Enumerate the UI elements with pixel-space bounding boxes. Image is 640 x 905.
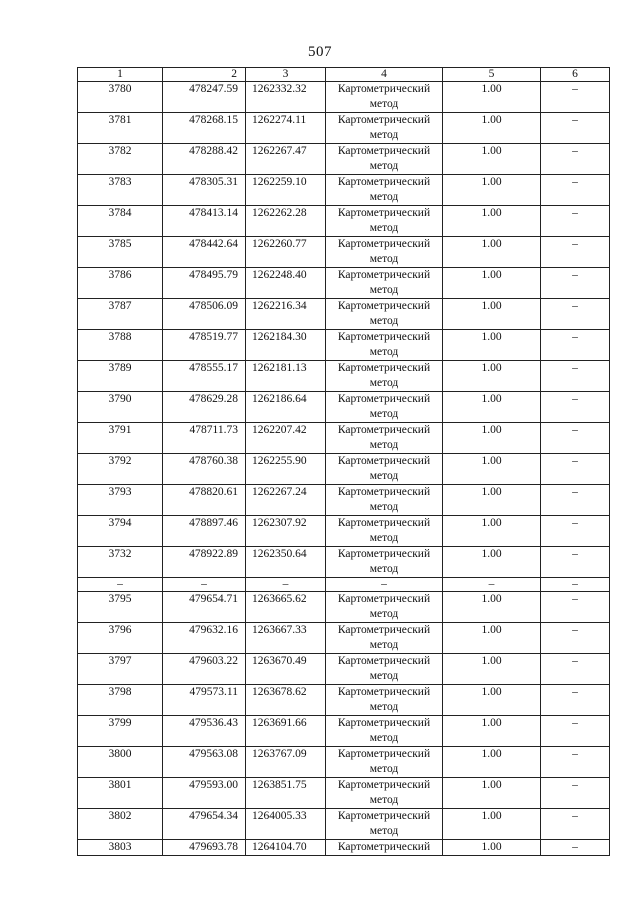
y-coordinate-cell: 1262260.77 xyxy=(246,237,326,268)
x-coordinate-cell: 478268.15 xyxy=(163,113,246,144)
method-cell: Картометрический метод xyxy=(326,685,443,716)
y-coordinate-cell: 1262186.64 xyxy=(246,392,326,423)
x-coordinate-cell: 479693.78 xyxy=(163,840,246,856)
note-cell: – xyxy=(541,144,610,175)
x-coordinate-cell: 478711.73 xyxy=(163,423,246,454)
table-row-partial xyxy=(78,840,610,856)
x-coordinate-cell: 478820.61 xyxy=(163,485,246,516)
point-number-cell: 3788 xyxy=(78,330,163,361)
y-coordinate-cell: 1263678.62 xyxy=(246,685,326,716)
y-coordinate-cell: 1262248.40 xyxy=(246,268,326,299)
x-coordinate-cell: 478442.64 xyxy=(163,237,246,268)
accuracy-cell: 1.00 xyxy=(443,268,541,299)
x-coordinate-cell: 479593.00 xyxy=(163,778,246,809)
point-number-cell: 3801 xyxy=(78,778,163,809)
separator-row xyxy=(78,578,610,592)
note-cell: – xyxy=(541,299,610,330)
note-cell: – xyxy=(541,516,610,547)
y-coordinate-cell: 1262262.28 xyxy=(246,206,326,237)
method-cell: Картометрический метод xyxy=(326,144,443,175)
table-row xyxy=(78,268,610,299)
x-coordinate-cell: 479573.11 xyxy=(163,685,246,716)
table-row xyxy=(78,144,610,175)
accuracy-cell: 1.00 xyxy=(443,592,541,623)
table-row xyxy=(78,330,610,361)
table-row xyxy=(78,685,610,716)
header-cell-5: 5 xyxy=(443,68,541,82)
x-coordinate-cell: 478897.46 xyxy=(163,516,246,547)
point-number-cell: 3789 xyxy=(78,361,163,392)
note-cell: – xyxy=(541,206,610,237)
point-number-cell: 3786 xyxy=(78,268,163,299)
x-coordinate-cell: 479536.43 xyxy=(163,716,246,747)
y-coordinate-cell: 1263665.62 xyxy=(246,592,326,623)
method-cell: Картометрический метод xyxy=(326,82,443,113)
page-number: 507 xyxy=(308,44,332,60)
x-coordinate-cell: 478519.77 xyxy=(163,330,246,361)
accuracy-cell: 1.00 xyxy=(443,685,541,716)
header-cell-2: 2 xyxy=(163,68,246,82)
x-coordinate-cell: 478413.14 xyxy=(163,206,246,237)
method-cell: Картометрический метод xyxy=(326,623,443,654)
method-cell: Картометрический метод xyxy=(326,654,443,685)
note-cell: – xyxy=(541,716,610,747)
y-coordinate-cell: 1262184.30 xyxy=(246,330,326,361)
header-cell-1: 1 xyxy=(78,68,163,82)
point-number-cell: 3799 xyxy=(78,716,163,747)
method-cell: Картометрический метод xyxy=(326,206,443,237)
table-row xyxy=(78,778,610,809)
method-cell: Картометрический метод xyxy=(326,423,443,454)
point-number-cell: 3796 xyxy=(78,623,163,654)
x-coordinate-cell: 479603.22 xyxy=(163,654,246,685)
method-cell: Картометрический xyxy=(326,840,443,856)
y-coordinate-cell: 1264005.33 xyxy=(246,809,326,840)
method-cell: – xyxy=(326,578,443,592)
table-row xyxy=(78,299,610,330)
note-cell: – xyxy=(541,778,610,809)
x-coordinate-cell: 478495.79 xyxy=(163,268,246,299)
method-cell: Картометрический метод xyxy=(326,361,443,392)
x-coordinate-cell: 479563.08 xyxy=(163,747,246,778)
accuracy-cell: 1.00 xyxy=(443,361,541,392)
accuracy-cell: – xyxy=(443,578,541,592)
table-row xyxy=(78,716,610,747)
x-coordinate-cell: 478247.59 xyxy=(163,82,246,113)
table-row xyxy=(78,623,610,654)
x-coordinate-cell: – xyxy=(163,578,246,592)
method-cell: Картометрический метод xyxy=(326,547,443,578)
method-cell: Картометрический метод xyxy=(326,237,443,268)
accuracy-cell: 1.00 xyxy=(443,144,541,175)
note-cell: – xyxy=(541,423,610,454)
accuracy-cell: 1.00 xyxy=(443,485,541,516)
method-cell: Картометрический метод xyxy=(326,716,443,747)
x-coordinate-cell: 479632.16 xyxy=(163,623,246,654)
table-row xyxy=(78,747,610,778)
accuracy-cell: 1.00 xyxy=(443,113,541,144)
point-number-cell: 3785 xyxy=(78,237,163,268)
x-coordinate-cell: 478555.17 xyxy=(163,361,246,392)
accuracy-cell: 1.00 xyxy=(443,809,541,840)
accuracy-cell: 1.00 xyxy=(443,237,541,268)
method-cell: Картометрический метод xyxy=(326,175,443,206)
table-row xyxy=(78,392,610,423)
table-row xyxy=(78,516,610,547)
x-coordinate-cell: 478760.38 xyxy=(163,454,246,485)
accuracy-cell: 1.00 xyxy=(443,623,541,654)
method-cell: Картометрический метод xyxy=(326,516,443,547)
coordinates-table xyxy=(77,67,610,856)
accuracy-cell: 1.00 xyxy=(443,423,541,454)
header-cell-6: 6 xyxy=(541,68,610,82)
accuracy-cell: 1.00 xyxy=(443,392,541,423)
note-cell: – xyxy=(541,237,610,268)
point-number-cell: 3794 xyxy=(78,516,163,547)
y-coordinate-cell: 1264104.70 xyxy=(246,840,326,856)
accuracy-cell: 1.00 xyxy=(443,299,541,330)
method-cell: Картометрический метод xyxy=(326,485,443,516)
point-number-cell: – xyxy=(78,578,163,592)
x-coordinate-cell: 478506.09 xyxy=(163,299,246,330)
x-coordinate-cell: 479654.34 xyxy=(163,809,246,840)
note-cell: – xyxy=(541,361,610,392)
y-coordinate-cell: 1262207.42 xyxy=(246,423,326,454)
accuracy-cell: 1.00 xyxy=(443,778,541,809)
note-cell: – xyxy=(541,840,610,856)
table-row xyxy=(78,423,610,454)
point-number-cell: 3797 xyxy=(78,654,163,685)
header-cell-3: 3 xyxy=(246,68,326,82)
note-cell: – xyxy=(541,392,610,423)
table-row xyxy=(78,454,610,485)
table-row xyxy=(78,82,610,113)
accuracy-cell: 1.00 xyxy=(443,840,541,856)
note-cell: – xyxy=(541,578,610,592)
note-cell: – xyxy=(541,268,610,299)
method-cell: Картометрический метод xyxy=(326,330,443,361)
table-row xyxy=(78,809,610,840)
method-cell: Картометрический метод xyxy=(326,268,443,299)
note-cell: – xyxy=(541,330,610,361)
point-number-cell: 3800 xyxy=(78,747,163,778)
accuracy-cell: 1.00 xyxy=(443,747,541,778)
point-number-cell: 3732 xyxy=(78,547,163,578)
method-cell: Картометрический метод xyxy=(326,778,443,809)
note-cell: – xyxy=(541,623,610,654)
table-row xyxy=(78,361,610,392)
accuracy-cell: 1.00 xyxy=(443,206,541,237)
point-number-cell: 3795 xyxy=(78,592,163,623)
y-coordinate-cell: 1262181.13 xyxy=(246,361,326,392)
point-number-cell: 3787 xyxy=(78,299,163,330)
table-row xyxy=(78,113,610,144)
x-coordinate-cell: 479654.71 xyxy=(163,592,246,623)
x-coordinate-cell: 478288.42 xyxy=(163,144,246,175)
table-row xyxy=(78,206,610,237)
note-cell: – xyxy=(541,547,610,578)
note-cell: – xyxy=(541,747,610,778)
point-number-cell: 3798 xyxy=(78,685,163,716)
y-coordinate-cell: 1262274.11 xyxy=(246,113,326,144)
method-cell: Картометрический метод xyxy=(326,113,443,144)
method-cell: Картометрический метод xyxy=(326,592,443,623)
y-coordinate-cell: 1263670.49 xyxy=(246,654,326,685)
note-cell: – xyxy=(541,592,610,623)
table-row xyxy=(78,592,610,623)
y-coordinate-cell: 1262259.10 xyxy=(246,175,326,206)
header-row xyxy=(78,68,610,82)
accuracy-cell: 1.00 xyxy=(443,82,541,113)
point-number-cell: 3790 xyxy=(78,392,163,423)
y-coordinate-cell: 1263667.33 xyxy=(246,623,326,654)
accuracy-cell: 1.00 xyxy=(443,330,541,361)
accuracy-cell: 1.00 xyxy=(443,654,541,685)
point-number-cell: 3803 xyxy=(78,840,163,856)
note-cell: – xyxy=(541,685,610,716)
y-coordinate-cell: 1263767.09 xyxy=(246,747,326,778)
note-cell: – xyxy=(541,82,610,113)
method-cell: Картометрический метод xyxy=(326,392,443,423)
note-cell: – xyxy=(541,175,610,206)
accuracy-cell: 1.00 xyxy=(443,454,541,485)
accuracy-cell: 1.00 xyxy=(443,175,541,206)
point-number-cell: 3783 xyxy=(78,175,163,206)
note-cell: – xyxy=(541,809,610,840)
accuracy-cell: 1.00 xyxy=(443,516,541,547)
table-body xyxy=(78,68,610,856)
method-cell: Картометрический метод xyxy=(326,454,443,485)
y-coordinate-cell: – xyxy=(246,578,326,592)
accuracy-cell: 1.00 xyxy=(443,547,541,578)
point-number-cell: 3782 xyxy=(78,144,163,175)
note-cell: – xyxy=(541,654,610,685)
table-row xyxy=(78,485,610,516)
method-cell: Картометрический метод xyxy=(326,747,443,778)
y-coordinate-cell: 1262255.90 xyxy=(246,454,326,485)
method-cell: Картометрический метод xyxy=(326,299,443,330)
y-coordinate-cell: 1262350.64 xyxy=(246,547,326,578)
note-cell: – xyxy=(541,454,610,485)
y-coordinate-cell: 1262216.34 xyxy=(246,299,326,330)
point-number-cell: 3793 xyxy=(78,485,163,516)
table-row xyxy=(78,547,610,578)
point-number-cell: 3780 xyxy=(78,82,163,113)
point-number-cell: 3802 xyxy=(78,809,163,840)
y-coordinate-cell: 1262307.92 xyxy=(246,516,326,547)
y-coordinate-cell: 1262332.32 xyxy=(246,82,326,113)
point-number-cell: 3792 xyxy=(78,454,163,485)
header-cell-4: 4 xyxy=(326,68,443,82)
y-coordinate-cell: 1263691.66 xyxy=(246,716,326,747)
point-number-cell: 3791 xyxy=(78,423,163,454)
table-row xyxy=(78,237,610,268)
method-cell: Картометрический метод xyxy=(326,809,443,840)
x-coordinate-cell: 478922.89 xyxy=(163,547,246,578)
accuracy-cell: 1.00 xyxy=(443,716,541,747)
x-coordinate-cell: 478629.28 xyxy=(163,392,246,423)
note-cell: – xyxy=(541,113,610,144)
point-number-cell: 3781 xyxy=(78,113,163,144)
table-row xyxy=(78,654,610,685)
table-row xyxy=(78,175,610,206)
point-number-cell: 3784 xyxy=(78,206,163,237)
y-coordinate-cell: 1262267.47 xyxy=(246,144,326,175)
x-coordinate-cell: 478305.31 xyxy=(163,175,246,206)
note-cell: – xyxy=(541,485,610,516)
y-coordinate-cell: 1263851.75 xyxy=(246,778,326,809)
y-coordinate-cell: 1262267.24 xyxy=(246,485,326,516)
